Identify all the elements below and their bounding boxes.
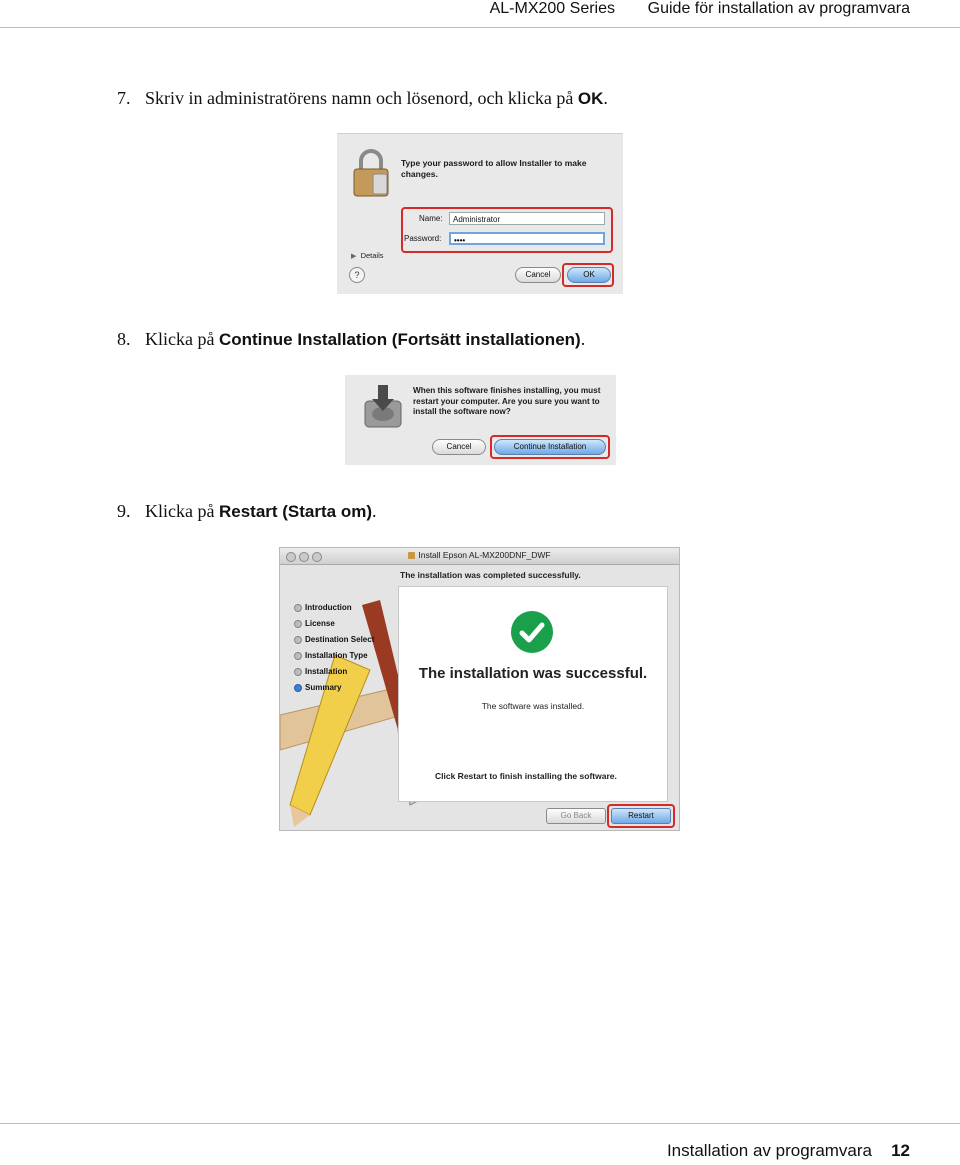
success-title: The installation was successful. bbox=[418, 665, 648, 682]
sidebar-item-license bbox=[294, 616, 374, 632]
step-bold-term: OK bbox=[577, 89, 604, 108]
password-label: Password: bbox=[404, 234, 442, 243]
step-number: 9. bbox=[117, 501, 131, 521]
sidebar-item-label: License bbox=[305, 619, 335, 628]
step-9 bbox=[117, 500, 377, 523]
step-bold-term: Restart (Starta om) bbox=[218, 502, 373, 521]
step-number: 8. bbox=[117, 329, 131, 349]
success-check-icon bbox=[511, 611, 553, 653]
step-7 bbox=[117, 87, 608, 110]
package-icon bbox=[408, 552, 415, 559]
step-bullet-icon bbox=[294, 684, 302, 692]
name-label: Name: bbox=[419, 214, 443, 223]
step-text: Klicka på bbox=[145, 501, 219, 521]
sidebar-item-label: Destination Select bbox=[305, 635, 375, 644]
header-divider bbox=[0, 27, 960, 28]
step-text-end: . bbox=[580, 329, 586, 349]
footer-section-title: Installation av programvara bbox=[666, 1141, 872, 1160]
step-number: 7. bbox=[117, 88, 131, 108]
sidebar-item-installation bbox=[294, 664, 374, 680]
go-back-button[interactable]: Go Back bbox=[546, 808, 606, 824]
step-text-end: . bbox=[603, 88, 608, 108]
warning-message: When this software finishes installing, you must restart your computer. Are you sure you want to install the software now? bbox=[413, 386, 601, 416]
restart-highlight-box bbox=[607, 804, 675, 828]
name-field[interactable]: Administrator bbox=[449, 212, 605, 225]
step-bold-term: Continue Installation (Fortsätt installationen) bbox=[218, 330, 581, 349]
header-series: AL-MX200 Series bbox=[489, 0, 615, 17]
restart-button[interactable]: Restart bbox=[611, 808, 671, 824]
help-icon[interactable]: ? bbox=[349, 267, 365, 283]
auth-dialog-screenshot bbox=[337, 133, 623, 294]
ok-highlight-box bbox=[562, 263, 614, 287]
details-disclosure[interactable] bbox=[351, 251, 384, 260]
installer-disk-icon bbox=[361, 383, 405, 429]
window-title-text: Install Epson AL-MX200DNF_DWF bbox=[418, 550, 551, 560]
cancel-button[interactable]: Cancel bbox=[515, 267, 561, 283]
installer-window-screenshot bbox=[279, 547, 680, 831]
disclosure-triangle-icon: ▶ bbox=[351, 253, 357, 260]
sidebar-item-label: Installation Type bbox=[305, 651, 368, 660]
window-title bbox=[280, 550, 679, 560]
step-text: Klicka på bbox=[145, 329, 219, 349]
page-number: 12 bbox=[891, 1141, 910, 1160]
step-bullet-icon bbox=[294, 620, 302, 628]
sidebar-item-label: Summary bbox=[305, 683, 342, 692]
auth-message: Type your password to allow Installer to make changes. bbox=[401, 158, 587, 179]
ok-button[interactable]: OK bbox=[567, 267, 611, 283]
step-text: Skriv in administratörens namn och lösenord, och klicka på bbox=[145, 88, 578, 108]
step-bullet-icon bbox=[294, 652, 302, 660]
sidebar-item-label: Installation bbox=[305, 667, 348, 676]
restart-hint: Click Restart to finish installing the software. bbox=[435, 771, 617, 781]
sidebar-item-summary bbox=[294, 680, 374, 696]
step-8 bbox=[117, 328, 585, 351]
sidebar-item-destination-select bbox=[294, 632, 374, 648]
continue-installation-button[interactable]: Continue Installation bbox=[494, 439, 606, 455]
footer-divider bbox=[0, 1123, 960, 1124]
step-bullet-icon bbox=[294, 604, 302, 612]
sidebar-item-installation-type bbox=[294, 648, 374, 664]
sidebar-item-introduction bbox=[294, 600, 374, 616]
content-panel bbox=[398, 586, 668, 802]
password-field[interactable]: •••• bbox=[449, 232, 605, 245]
header-guide-title: Guide för installation av programvara bbox=[647, 0, 910, 17]
success-subtitle: The software was installed. bbox=[481, 701, 585, 711]
continue-highlight-box bbox=[490, 435, 610, 459]
step-text-end: . bbox=[372, 501, 377, 521]
step-bullet-icon bbox=[294, 668, 302, 676]
lock-icon bbox=[351, 148, 391, 198]
window-titlebar bbox=[280, 548, 679, 565]
installer-sidebar bbox=[294, 600, 374, 696]
details-label: Details bbox=[360, 251, 384, 260]
page-header bbox=[0, 0, 960, 28]
completion-heading: The installation was completed successfully. bbox=[400, 570, 581, 580]
cancel-button[interactable]: Cancel bbox=[432, 439, 486, 455]
step-bullet-icon bbox=[294, 636, 302, 644]
sidebar-item-label: Introduction bbox=[305, 603, 352, 612]
restart-warning-screenshot bbox=[345, 375, 616, 465]
